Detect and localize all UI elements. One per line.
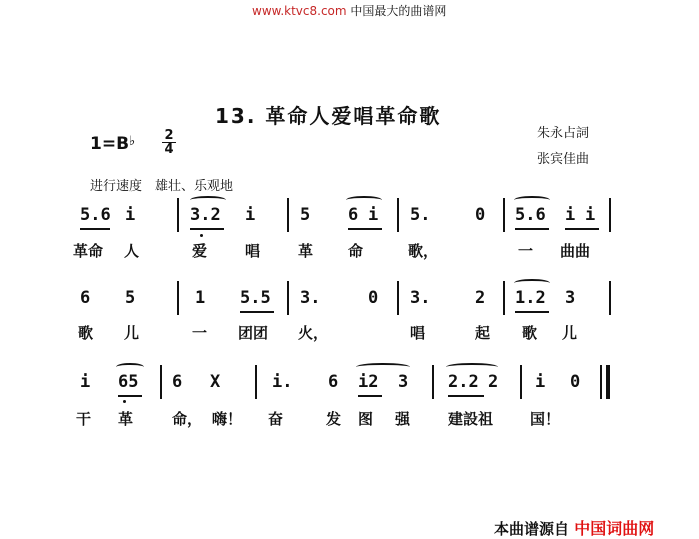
time-bottom: 4 <box>164 142 174 157</box>
note: 0 <box>570 372 581 392</box>
key-signature <box>90 134 135 154</box>
note: 0 <box>475 205 486 225</box>
lyric: 唱 <box>410 324 426 342</box>
lyric: 起 <box>475 324 491 342</box>
lyric: 团团 <box>238 324 269 342</box>
note: 3. <box>410 288 431 308</box>
lyric: 嗨！ <box>212 410 243 428</box>
lyric: 国！ <box>530 410 561 428</box>
lyric: 建設祖 <box>448 410 494 428</box>
note: 65 <box>118 372 139 392</box>
note: 6 <box>348 205 359 225</box>
note: 2 <box>475 288 486 308</box>
note: i2 <box>358 372 379 392</box>
flat-sign: ♭ <box>129 134 136 149</box>
note: 6 <box>80 288 91 308</box>
note: i. <box>272 372 293 392</box>
lyric: 歌 <box>78 324 94 342</box>
note: 6 <box>172 372 183 392</box>
lyric: 歌， <box>408 242 439 260</box>
lyric: 一 <box>518 242 534 260</box>
note: 5.6 <box>80 205 111 225</box>
song-title: 13. 革命人爱唱革命歌 <box>215 104 442 128</box>
lyric: 强 <box>395 410 411 428</box>
lyric: 革 <box>298 242 314 260</box>
lyric: 一 <box>192 324 208 342</box>
lyricist-credit: 朱永占詞 <box>537 126 590 141</box>
lyric: 革命 <box>73 242 104 260</box>
lyric: 命 <box>348 242 364 260</box>
lyric: 爱 <box>192 242 208 260</box>
lyric: 命， <box>172 410 203 428</box>
lyric: 革 <box>118 410 134 428</box>
site-tagline: 中国最大的曲谱网 <box>350 4 447 18</box>
note: 3. <box>300 288 321 308</box>
lyric: 人 <box>124 242 140 260</box>
note: i <box>585 205 596 225</box>
note: 5.6 <box>515 205 546 225</box>
note: i <box>125 205 136 225</box>
composer-credit: 张宾佳曲 <box>537 152 590 167</box>
footer-brand-link[interactable]: 中国词曲网 <box>574 519 655 538</box>
lyric: 干 <box>76 410 92 428</box>
note: 5 <box>300 205 311 225</box>
lyric: 曲曲 <box>560 242 591 260</box>
lyric: 发 <box>326 410 342 428</box>
note: 6 <box>328 372 339 392</box>
note: 3 <box>565 288 576 308</box>
note: i <box>535 372 546 392</box>
tempo-marking: 进行速度 雄壮、乐观地 <box>90 179 234 194</box>
note: 5. <box>410 205 431 225</box>
note: 5 <box>125 288 136 308</box>
lyric: 儿 <box>562 324 578 342</box>
note: 1.2 <box>515 288 546 308</box>
note: 0 <box>368 288 379 308</box>
footer-source <box>494 516 654 539</box>
note: X <box>210 372 221 392</box>
note: 1 <box>195 288 206 308</box>
lyric: 歌 <box>522 324 538 342</box>
footer-source-label: 本曲谱源自 <box>494 520 570 538</box>
lyric: 儿 <box>124 324 140 342</box>
site-url[interactable]: www.ktvc8.com <box>252 4 347 18</box>
note: 3 <box>398 372 409 392</box>
note: 2.2 <box>448 372 479 392</box>
note: 3.2 <box>190 205 221 225</box>
note: 2 <box>488 372 499 392</box>
note: i <box>80 372 91 392</box>
lyric: 奋 <box>268 410 284 428</box>
note: i <box>245 205 256 225</box>
lyric: 火， <box>298 324 329 342</box>
lyric: 图 <box>358 410 374 428</box>
lyric: 唱 <box>245 242 261 260</box>
key-label: 1=B <box>90 134 130 154</box>
time-signature <box>162 129 176 156</box>
site-header <box>252 2 446 19</box>
note: i <box>565 205 576 225</box>
time-top: 2 <box>164 128 174 143</box>
note: i <box>368 205 379 225</box>
note: 5.5 <box>240 288 271 308</box>
